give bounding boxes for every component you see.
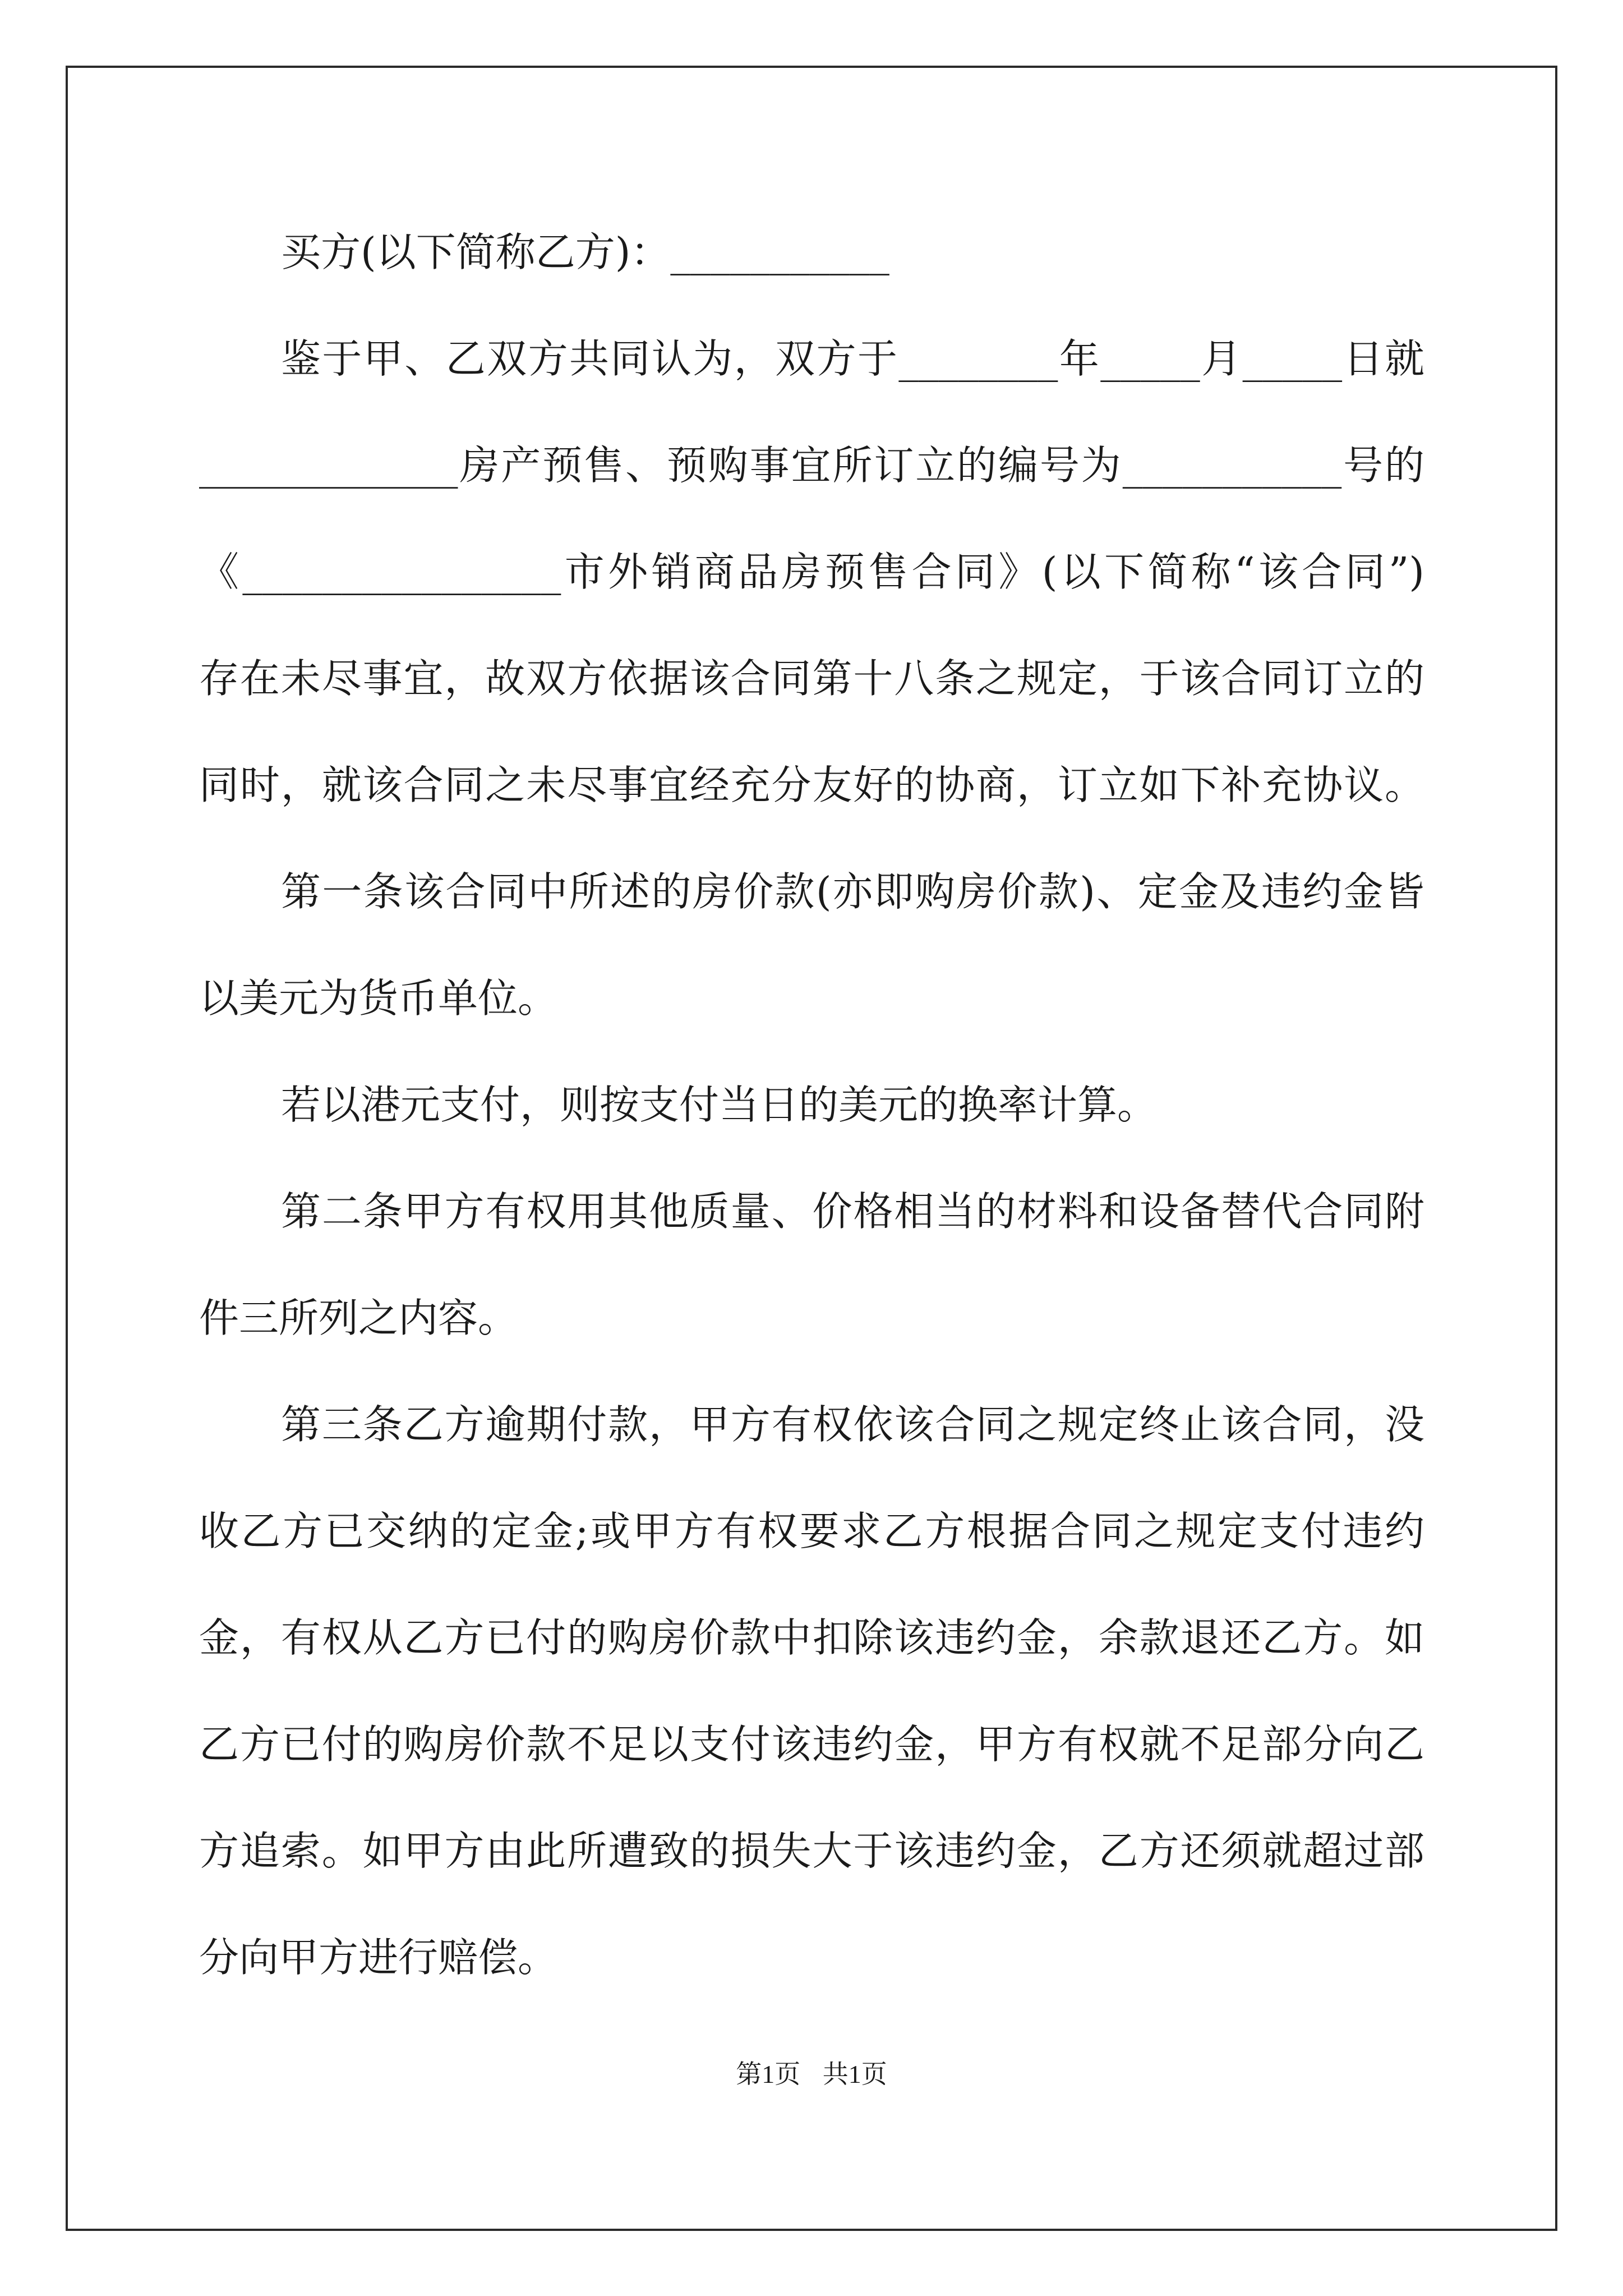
article-3-line: 第三条乙方逾期付款，甲方有权依该合同之规定终止该合同，没 <box>281 1401 1424 1448</box>
paragraph-line: 《________________市外销商品房预售合同》(以下简称“该合同”) <box>199 549 1424 595</box>
paragraph-line: _____________房产预售、预购事宜所订立的编号为___________号的 <box>199 442 1424 489</box>
buyer-line: 买方(以下简称乙方)：___________ <box>281 229 889 275</box>
paragraph-line: 若以港元支付，则按支付当日的美元的换率计算。 <box>281 1082 1158 1128</box>
paragraph-line: 同时，就该合同之未尽事宜经充分友好的协商，订立如下补充协议。 <box>199 762 1424 808</box>
page-number: 第1页 <box>736 2060 801 2088</box>
article-3-line: 收乙方已交纳的定金;或甲方有权要求乙方根据合同之规定支付违约 <box>199 1508 1424 1554</box>
article-2-line: 第二条甲方有权用其他质量、价格相当的材料和设备替代合同附 <box>281 1188 1424 1235</box>
article-1-line: 以美元为货币单位。 <box>199 975 558 1022</box>
article-2-line: 件三所列之内容。 <box>199 1295 518 1341</box>
article-1-line: 第一条该合同中所述的房价款(亦即购房价款)、定金及违约金皆 <box>281 868 1424 915</box>
article-3-line: 分向甲方进行赔偿。 <box>199 1934 558 1981</box>
article-3-line: 金，有权从乙方已付的购房价款中扣除该违约金，余款退还乙方。如 <box>199 1614 1424 1661</box>
paragraph-line: 鉴于甲、乙双方共同认为，双方于________年_____月_____日就 <box>281 335 1424 382</box>
article-3-line: 方追索。如甲方由此所遭致的损失大于该违约金，乙方还须就超过部 <box>199 1828 1424 1874</box>
article-3-line: 乙方已付的购房价款不足以支付该违约金，甲方有权就不足部分向乙 <box>199 1721 1424 1768</box>
page-total: 共1页 <box>822 2060 887 2088</box>
paragraph-line: 存在未尽事宜，故双方依据该合同第十八条之规定，于该合同订立的 <box>199 655 1424 702</box>
page-footer <box>0 2058 1623 2091</box>
